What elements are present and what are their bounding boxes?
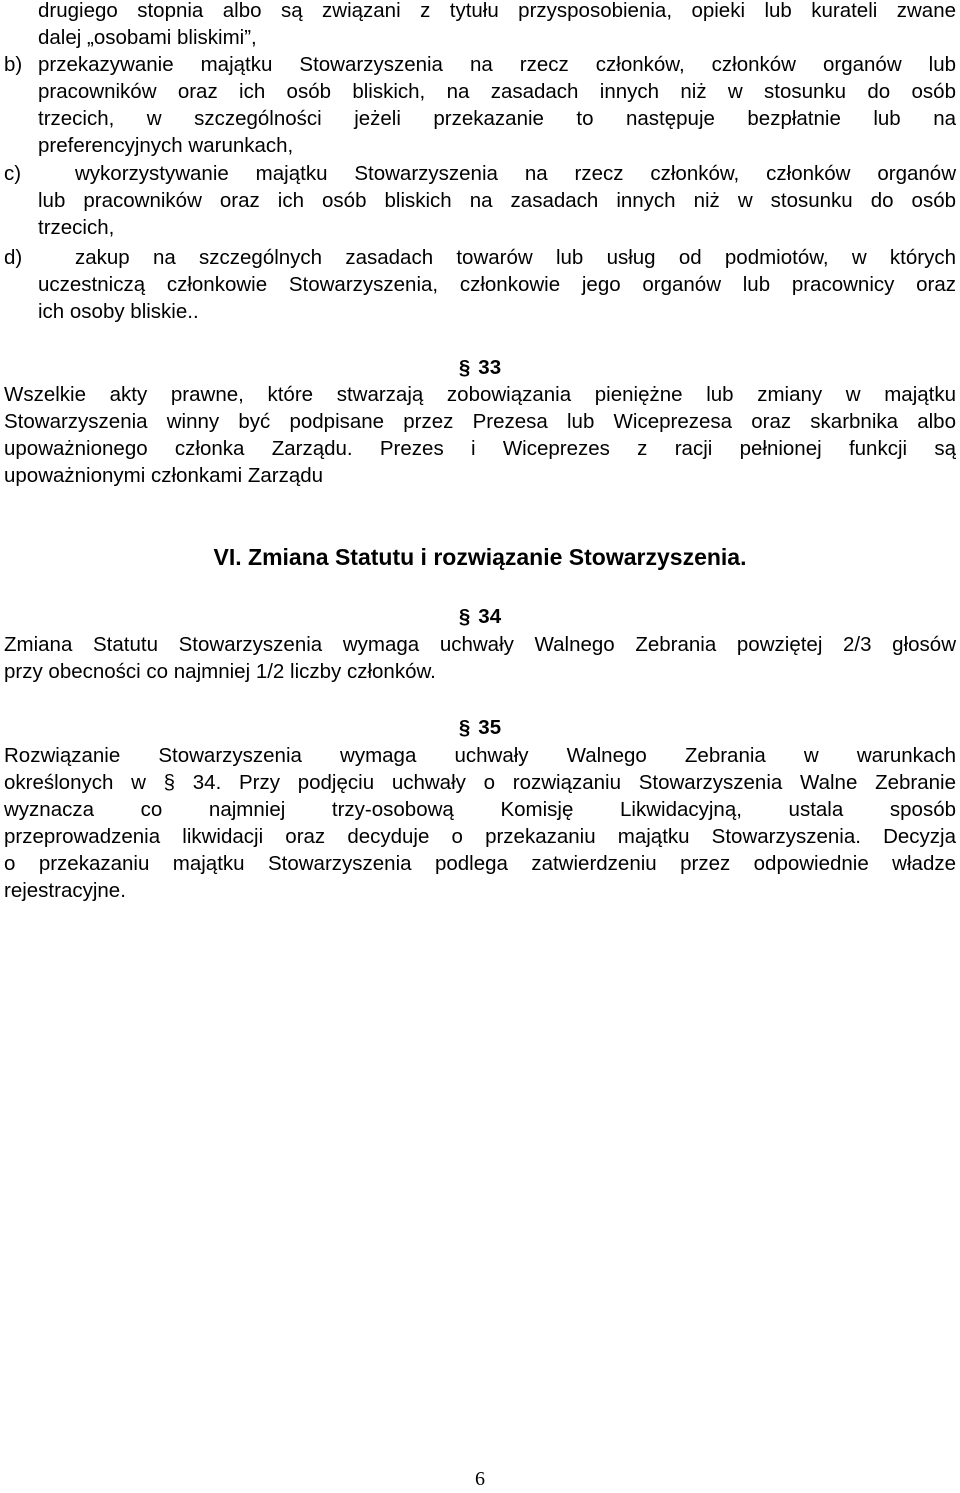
section-symbol: § xyxy=(458,356,471,379)
section-symbol: § xyxy=(458,605,471,628)
item-c-line-1: wykorzystywanie majątku Stowarzyszenia na rzecz członków, członków organów xyxy=(75,162,956,185)
item-d-label: d) xyxy=(4,246,23,269)
item-b-line-2: pracowników oraz ich osób bliskich, na zasadach innych niż w stosunku do osób xyxy=(38,80,956,103)
section-34-heading xyxy=(4,603,956,630)
item-b-line-3: trzecich, w szczególności jeżeli przekazanie to następuje bezpłatnie lub na xyxy=(38,107,956,130)
item-d-line-1: zakup na szczególnych zasadach towarów lub usług od podmiotów, w których xyxy=(75,246,956,269)
section-33-heading xyxy=(4,354,956,381)
section-33-line-1: Wszelkie akty prawne, które stwarzają zobowiązania pieniężne lub zmiany w majątku xyxy=(4,383,956,406)
item-c-line-2: lub pracowników oraz ich osób bliskich na zasadach innych niż w stosunku do osób xyxy=(38,189,956,212)
page-number: 6 xyxy=(475,1468,485,1490)
section-35-heading xyxy=(4,714,956,741)
item-c-line-3: trzecich, xyxy=(38,216,115,239)
section-35-line-5: o przekazaniu majątku Stowarzyszenia podlega zatwierdzeniu przez odpowiednie władze xyxy=(4,852,956,875)
section-35-line-1: Rozwiązanie Stowarzyszenia wymaga uchwały Walnego Zebrania w warunkach xyxy=(4,744,956,767)
section-35-line-4: przeprowadzenia likwidacji oraz decyduje o przekazaniu majątku Stowarzyszenia. Decyzja xyxy=(4,825,956,848)
item-a-line-2: dalej „osobami bliskimi”, xyxy=(38,26,257,49)
section-34-line-2: przy obecności co najmniej 1/2 liczby członków. xyxy=(4,660,436,683)
item-b-line-4: preferencyjnych warunkach, xyxy=(38,134,294,157)
item-c-label: c) xyxy=(4,162,22,185)
section-35-line-6: rejestracyjne. xyxy=(4,879,126,902)
item-d-line-2: uczestniczą członkowie Stowarzyszenia, członkowie jego organów lub pracownicy oraz xyxy=(38,273,956,296)
section-number: 33 xyxy=(478,356,502,379)
section-33-line-3: upoważnionego członka Zarządu. Prezes i Wiceprezes z racji pełnionej funkcji są xyxy=(4,437,956,460)
section-33-line-2: Stowarzyszenia winny być podpisane przez Prezesa lub Wiceprezesa oraz skarbnika albo xyxy=(4,410,956,433)
chapter-heading: VI. Zmiana Statutu i rozwiązanie Stowarzyszenia. xyxy=(213,544,747,570)
section-symbol: § xyxy=(458,716,471,739)
item-b-line-1: przekazywanie majątku Stowarzyszenia na rzecz członków, członków organów lub xyxy=(38,53,956,76)
section-35-line-3: wyznacza co najmniej trzy-osobową Komisję Likwidacyjną, ustala sposób xyxy=(4,798,956,821)
section-35-line-2: określonych w § 34. Przy podjęciu uchwały o rozwiązaniu Stowarzyszenia Walne Zebranie xyxy=(4,771,956,794)
section-34-line-1: Zmiana Statutu Stowarzyszenia wymaga uchwały Walnego Zebrania powziętej 2/3 głosów xyxy=(4,633,956,656)
section-number: 35 xyxy=(478,716,502,739)
item-b-label: b) xyxy=(4,53,23,76)
item-d-line-3: ich osoby bliskie.. xyxy=(38,300,199,323)
section-33-line-4: upoważnionymi członkami Zarządu xyxy=(4,464,324,487)
item-a-line-1: drugiego stopnia albo są związani z tytułu przysposobienia, opieki lub kurateli zwane xyxy=(38,0,956,22)
section-number: 34 xyxy=(478,605,502,628)
